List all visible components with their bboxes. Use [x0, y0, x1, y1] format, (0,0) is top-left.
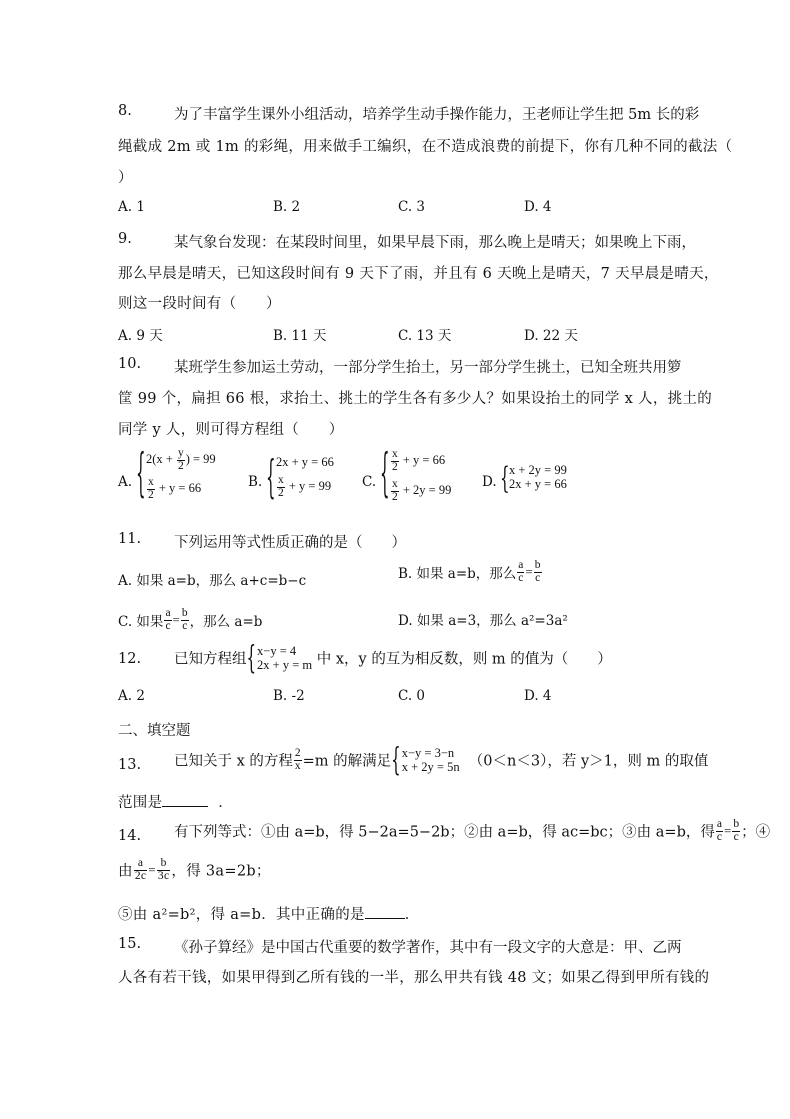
q14-text-line3: ⑤由 a²=b²，得 a=b．其中正确的是 ．	[118, 907, 420, 923]
system-brace: {	[391, 741, 401, 779]
q11-option-b: B. 如果 a=b，那么 $\frac{a}{c}$ = $\frac{b}{c}$	[398, 559, 541, 584]
q14-number: 14.	[118, 828, 142, 844]
q11-text-line1: 下列运用等式性质正确的是（ ）	[174, 535, 406, 551]
q14-text-line1: 有下列等式：①由 a=b，得 5−2a=5−2b；②由 a=b，得 ac=bc；③由 a=b，得 $\frac{a}{c}$ = $\frac{b}{c}$ ；④	[174, 818, 771, 843]
q9-text-line3: 则这一段时间有（ ）	[118, 296, 281, 312]
q10-text-line3: 同学 y 人，则可得方程组（ ）	[118, 422, 344, 438]
q8-number: 8.	[118, 103, 132, 119]
system-brace: {	[246, 639, 257, 677]
q11-number: 11.	[118, 531, 142, 547]
q11-option-c: C. 如果 $\frac{a}{c}$ = $\frac{b}{c}$ ，那么 a=b	[118, 607, 263, 632]
q12-option-c: C. 0	[398, 688, 426, 704]
system-brace: {	[380, 442, 390, 504]
q12-text: 已知方程组{ x−y = 4 2x + y = m 中 x，y 的互为相反数，则 m 的值为（ ）	[174, 639, 612, 677]
q8-text-line3: ）	[118, 170, 133, 186]
q13-number: 13.	[118, 757, 142, 773]
q9-text-line1: 某气象台发现：在某段时间里，如果早晨下雨，那么晚上是晴天；如果晚上下雨，	[174, 235, 696, 251]
q10-option-a-label: A.	[118, 474, 133, 490]
q10-option-d-label: D.	[482, 474, 497, 490]
answer-blank[interactable]	[365, 906, 405, 919]
system-brace: {	[266, 450, 276, 504]
q10-text-line2: 筐 99 个，扁担 66 根，求抬土、挑土的学生各有多少人？如果设抬土的同学 x 人，挑土的	[118, 391, 713, 407]
q12-option-a: A. 2	[118, 688, 145, 704]
system-brace: {	[136, 442, 146, 504]
q9-option-a: A. 9 天	[118, 328, 163, 344]
q9-option-b: B. 11 天	[273, 328, 327, 344]
q8-text-line2: 绳截成 2m 或 1m 的彩绳，用来做手工编织，在不造成浪费的前提下，你有几种不同的截法（	[118, 139, 733, 155]
section-heading-fill-in: 二、填空题	[118, 723, 191, 739]
q14-text-line2: 由 $\frac{a}{2c}$ = $\frac{b}{3c}$ ，得 3a=2b；	[118, 857, 271, 882]
q9-text-line2: 那么早晨是晴天，已知这段时间有 9 天下了雨，并且有 6 天晚上是晴天，7 天早晨是晴天，	[118, 266, 719, 282]
q8-option-a: A. 1	[118, 199, 145, 215]
equation-pair: x + 2y = 99 2x + y = 66	[509, 463, 567, 491]
q9-option-d: D. 22 天	[524, 328, 578, 344]
q11-option-a: A. 如果 a=b，那么 a+c=b−c	[118, 573, 307, 589]
q13-text-line1: 已知关于 x 的方程 $\frac{2}{x}$ =m 的解满足{ x−y = 3−n x + 2y = 5n （0＜n＜3），若 y＞1，则 m 的取值	[174, 741, 709, 779]
q10-number: 10.	[118, 356, 142, 372]
q10-option-b-label: B.	[248, 474, 263, 490]
q10-option-c-label: C.	[362, 474, 377, 490]
equation-pair: $\frac{x}{2}$ + y = 66 $\frac{x}{2}$ + 2y = 99	[392, 448, 452, 503]
system-brace: {	[500, 460, 510, 496]
q15-number: 15.	[118, 936, 142, 952]
q12-number: 12.	[118, 651, 142, 667]
q9-option-c: C. 13 天	[398, 328, 452, 344]
q15-text-line1: 《孙子算经》是中国古代重要的数学著作，其中有一段文字的大意是：甲、乙两	[174, 940, 682, 956]
q13-text-line2: 范围是 ．	[118, 795, 234, 811]
answer-blank[interactable]	[162, 794, 208, 807]
q11-option-d: D. 如果 a=3，那么 a²=3a²	[398, 613, 568, 629]
q8-text-line1: 为了丰富学生课外小组活动，培养学生动手操作能力，王老师让学生把 5m 长的彩	[174, 107, 700, 123]
equation-pair: 2x + y = 66 $\frac{x}{2}$ + y = 99	[276, 455, 334, 499]
q8-option-c: C. 3	[398, 199, 426, 215]
q8-option-b: B. 2	[273, 199, 301, 215]
q15-text-line2: 人各有若干钱，如果甲得到乙所有钱的一半，那么甲共有钱 48 文；如果乙得到甲所有钱的	[118, 970, 710, 986]
q9-number: 9.	[118, 231, 132, 247]
equation-pair: 2(x + $\frac{y}{2}$ ) = 99 $\frac{x}{2}$ + y = 66	[146, 447, 216, 501]
q12-option-b: B. -2	[273, 688, 305, 704]
q8-option-d: D. 4	[524, 199, 552, 215]
q12-option-d: D. 4	[524, 688, 552, 704]
q10-text-line1: 某班学生参加运土劳动，一部分学生抬土，另一部分学生挑土，已知全班共用箩	[174, 360, 682, 376]
